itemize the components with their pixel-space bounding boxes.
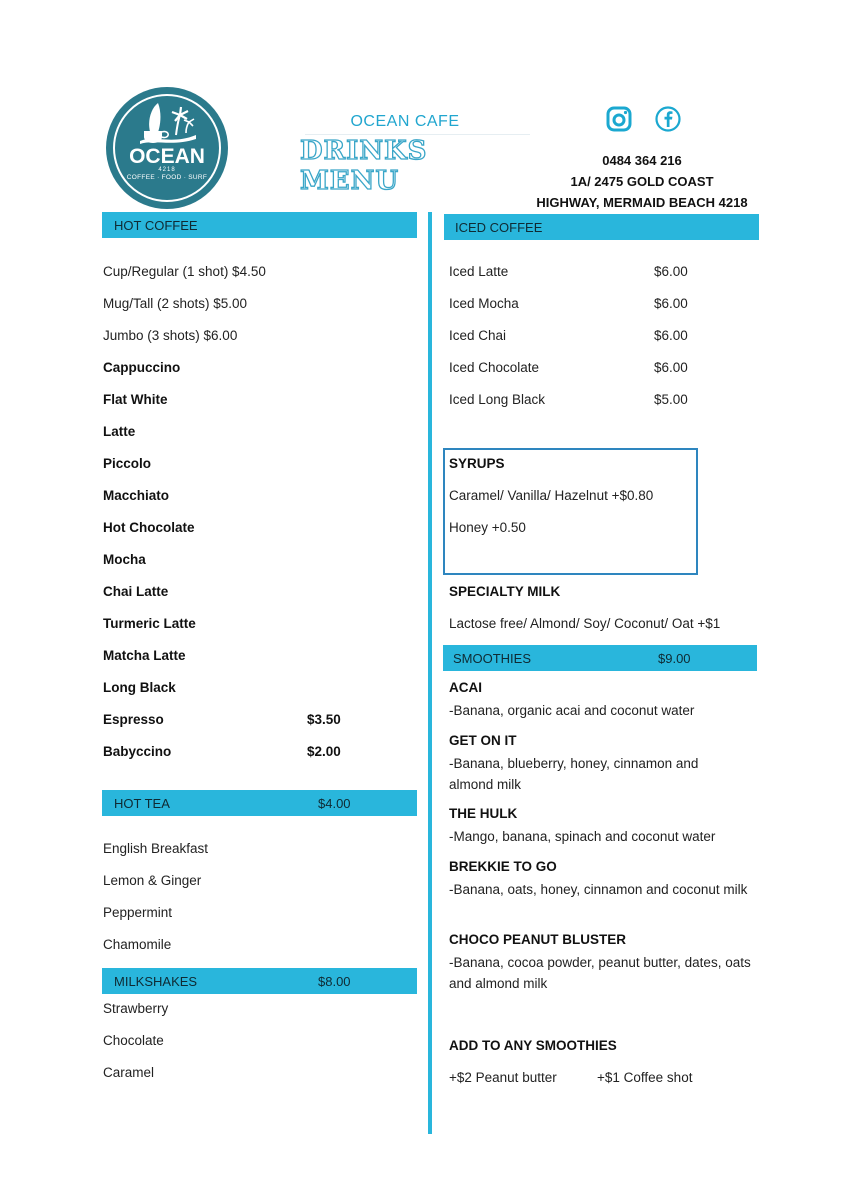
title-rule: [305, 134, 530, 135]
address-line-1: 1A/ 2475 GOLD COAST: [570, 174, 714, 189]
section-title: MILKSHAKES: [114, 973, 198, 989]
menu-item: Iced Chai: [449, 328, 507, 343]
size-option: Cup/Regular (1 shot) $4.50: [103, 264, 266, 279]
smoothie-name: GET ON IT: [449, 733, 517, 748]
size-option: Mug/Tall (2 shots) $5.00: [103, 296, 248, 311]
cafe-name: OCEAN CAFE: [350, 113, 460, 130]
tea-item: Chamomile: [103, 937, 172, 952]
menu-item: Mocha: [103, 552, 146, 567]
addon-item: +$1 Coffee shot: [597, 1070, 693, 1085]
smoothie-name: THE HULK: [449, 806, 518, 821]
smoothie-description: -Banana, organic acai and coconut water: [449, 703, 695, 718]
page-title: DRINKS MENU: [300, 136, 428, 196]
tea-item: Lemon & Ginger: [103, 873, 202, 888]
menu-item: Cappuccino: [103, 360, 181, 375]
instagram-icon[interactable]: [605, 105, 633, 133]
tea-item: English Breakfast: [103, 841, 209, 856]
section-price: $4.00: [318, 795, 351, 811]
menu-item: Iced Long Black: [449, 392, 546, 407]
menu-item: Iced Latte: [449, 264, 509, 279]
smoothie-name: CHOCO PEANUT BLUSTER: [449, 932, 627, 947]
syrup-item: Caramel/ Vanilla/ Hazelnut +$0.80: [449, 488, 654, 503]
syrups-title: SYRUPS: [449, 456, 505, 471]
smoothie-description: -Mango, banana, spinach and coconut water: [449, 829, 716, 844]
section-header-hot-coffee: [102, 212, 417, 238]
menu-item-price: $6.00: [654, 360, 688, 375]
menu-item-price: $6.00: [654, 328, 688, 343]
section-title: SMOOTHIES: [453, 650, 532, 666]
menu-item: Hot Chocolate: [103, 520, 195, 535]
smoothie-description: -Banana, cocoa powder, peanut butter, dates, oats and almond milk: [449, 955, 751, 991]
syrup-item: Honey +0.50: [449, 520, 526, 535]
section-price: $9.00: [658, 650, 691, 666]
smoothie-description: -Banana, oats, honey, cinnamon and coconut milk: [449, 882, 748, 897]
menu-item: Iced Mocha: [449, 296, 519, 311]
section-title: HOT TEA: [114, 795, 170, 811]
facebook-icon[interactable]: [654, 105, 682, 133]
milkshake-item: Caramel: [103, 1065, 155, 1080]
logo-wordmark: OCEAN: [129, 145, 205, 168]
phone-number: 0484 364 216: [602, 153, 682, 168]
address-line-2: HIGHWAY, MERMAID BEACH 4218: [536, 195, 748, 210]
section-header-hot-tea: [102, 790, 417, 816]
menu-item: Chai Latte: [103, 584, 169, 599]
smoothie-name: BREKKIE TO GO: [449, 859, 557, 874]
menu-item: Macchiato: [103, 488, 170, 503]
menu-item: Babyccino: [103, 744, 172, 759]
section-price: $8.00: [318, 973, 351, 989]
section-header-iced-coffee: [444, 214, 759, 240]
menu-item: Espresso: [103, 712, 164, 727]
section-title: ICED COFFEE: [455, 219, 543, 235]
menu-item: Flat White: [103, 392, 168, 407]
menu-item-price: $6.00: [654, 264, 688, 279]
menu-item-price: $6.00: [654, 296, 688, 311]
addons-title: ADD TO ANY SMOOTHIES: [449, 1038, 617, 1053]
specialty-milk-options: Lactose free/ Almond/ Soy/ Coconut/ Oat +$1: [449, 616, 721, 631]
milkshake-item: Chocolate: [103, 1033, 164, 1048]
column-divider: [428, 212, 432, 1134]
menu-item-price: $5.00: [654, 392, 688, 407]
addon-item: +$2 Peanut butter: [449, 1070, 557, 1085]
specialty-milk-title: SPECIALTY MILK: [449, 584, 561, 599]
size-option: Jumbo (3 shots) $6.00: [103, 328, 238, 343]
milkshake-item: Strawberry: [103, 1001, 169, 1016]
cafe-logo: [106, 87, 228, 209]
menu-item-price: $3.50: [307, 712, 341, 727]
section-header-smoothies: [443, 645, 757, 671]
smoothie-name: ACAI: [449, 680, 482, 695]
menu-item: Matcha Latte: [103, 648, 186, 663]
tea-item: Peppermint: [103, 905, 173, 920]
menu-item: Iced Chocolate: [449, 360, 540, 375]
menu-item: Latte: [103, 424, 136, 439]
logo-postcode: 4218: [158, 167, 176, 173]
section-title: HOT COFFEE: [114, 217, 198, 233]
surfboard-palm-icon: [136, 101, 198, 145]
menu-item: Turmeric Latte: [103, 616, 196, 631]
smoothie-description: -Banana, blueberry, honey, cinnamon and almond milk: [449, 756, 699, 792]
logo-tagline: COFFEE · FOOD · SURF: [126, 174, 208, 181]
menu-item: Long Black: [103, 680, 176, 695]
section-header-milkshakes: [102, 968, 417, 994]
menu-item: Piccolo: [103, 456, 152, 471]
menu-item-price: $2.00: [307, 744, 341, 759]
